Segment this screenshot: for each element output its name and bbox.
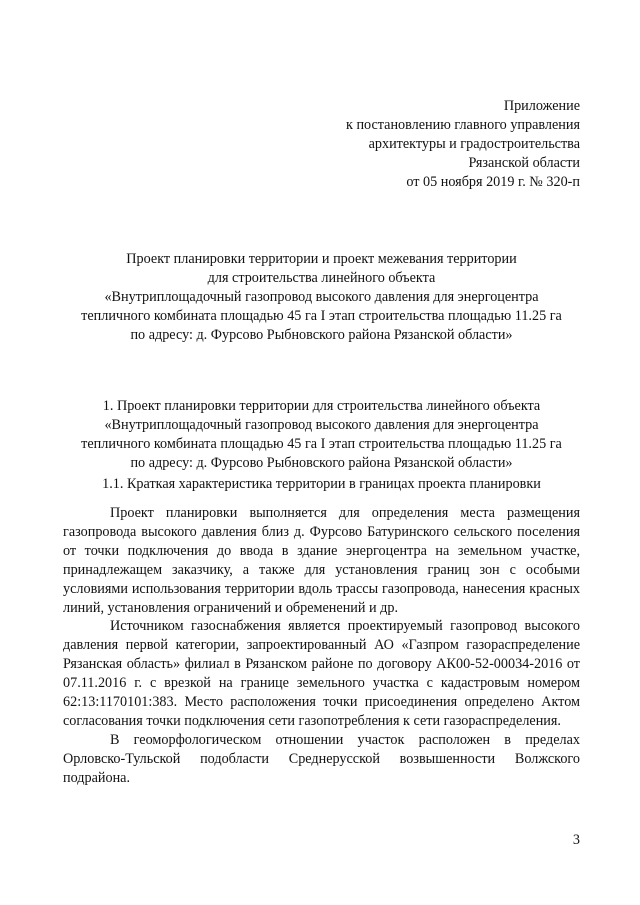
subsection-heading: 1.1. Краткая характеристика территории в границах проекта планировки — [102, 476, 541, 492]
title-line: Проект планировки территории и проект межевания территории — [126, 251, 517, 267]
paragraph: Проект планировки выполняется для определения места размещения газопровода высокого давления близ д. Фурсово Батуринского сельского поселения от точки подключения до ввода в здание энергоцентра на земельном участке, принадлежащем заказчику, а также для установления границ зон с особыми условиями использования территории вдоль трассы газопровода, нанесения красных линий, установления ограничений и обременений и др. — [63, 505, 580, 616]
section-heading-line: 1. Проект планировки территории для строительства линейного объекта — [102, 398, 541, 414]
title-line: по адресу: д. Фурсово Рыбновского района Рязанской области» — [130, 326, 513, 343]
section-heading-line: «Внутриплощадочный газопровод высокого давления для энергоцентра — [104, 416, 539, 433]
appendix-header — [63, 97, 580, 192]
title-line: для строительства линейного объекта — [207, 269, 436, 286]
appendix-line: Рязанской области — [468, 154, 580, 171]
section-heading-line: по адресу: д. Фурсово Рыбновского района Рязанской области» — [130, 454, 513, 471]
appendix-line: от 05 ноября 2019 г. № 320-п — [406, 173, 580, 190]
appendix-line: Приложение — [503, 98, 580, 114]
paragraph: В геоморфологическом отношении участок расположен в пределах Орловско-Тульской подобласти Среднерусской возвышенности Волжского подрайона. — [63, 731, 580, 786]
appendix-line: к постановлению главного управления — [346, 116, 580, 133]
title-line: «Внутриплощадочный газопровод высокого давления для энергоцентра — [104, 288, 539, 305]
paragraph: Источником газоснабжения является проектируемый газопровод высокого давления первой категории, запроектированный АО «Газпром газораспределение Рязанская область» филиал в Рязанском районе по договору АК00-52-00034-2016 от 07.11.2016 г. с врезкой на границе земельного участка с кадастровым номером 62:13:1170101:383. Место расположения точки присоединения определено Актом согласования точки подключения сети газопотребления к сети газораспределения. — [63, 618, 580, 729]
title-line: тепличного комбината площадью 45 га I этап строительства площадью 11.25 га — [81, 307, 562, 324]
document-title — [63, 250, 580, 345]
body-text — [63, 504, 580, 788]
appendix-line: архитектуры и градостроительства — [368, 135, 580, 152]
page-number: 3 — [572, 832, 580, 848]
section-heading — [63, 397, 580, 473]
section-heading-line: тепличного комбината площадью 45 га I этап строительства площадью 11.25 га — [81, 435, 562, 452]
